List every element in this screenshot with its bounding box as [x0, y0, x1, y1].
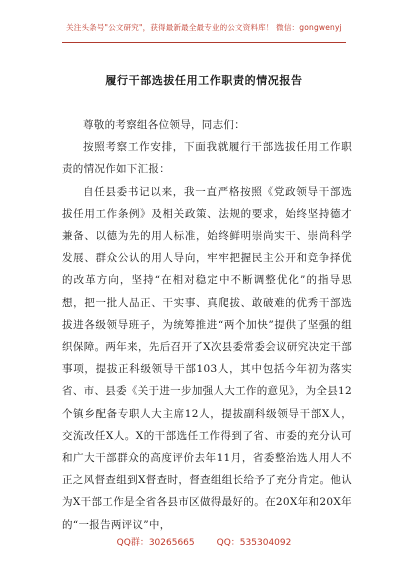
header-divider — [62, 42, 346, 43]
paragraph-main: 自任县委书记以来，我一直严格按照《党政领导干部选拔任用工作条例》及相关政策、法规的要求，始终坚持德才兼备、以德为先的用人标准，始终鲜明崇尚实干、崇尚科学发展、群众公认的用人导向，牢牢把握民主公开和竞争择优的改革方向，坚持“在相对稳定中不断调整优化”的指导思想，把一批人品正、干实事、真爬拔、敢破难的优秀干部选拔进各级领导班子，为统筹推进“两个加快”提供了坚强的组织保障。两年来，先后召开了X次县委常委会议研究决定干部事项，提拔正科级领导干部103人，其中包括今年初为落实省、市、县委《关于进一步加强人大工作的意见》，为全县12个镇乡配备专职人大主席12人，提拔副科级领导干部X人，交流改任X人。X的干部选任工作得到了省、市委的充分认可和广大干部群众的高度评价去年11月，省委整治选人用人不正之风督查组到X督查时，督查组组长给予了充分肯定。他认为X干部工作是全省各县市区做得最好的。在20X年和20X年的“一报告两评议”中， — [62, 185, 352, 531]
footer-qq: QQ：535304092 — [216, 538, 292, 548]
paragraph-intro: 按照考察工作安排，下面我就履行干部选拔任用工作职责的情况作如下汇报： — [62, 141, 352, 176]
document-body — [62, 114, 352, 536]
header-banner: 关注头条号"公文研究"，获得最新最全最专业的公文资料库！ 微信：gongwenyj — [66, 23, 342, 32]
salutation: 尊敬的考察组各位领导，同志们： — [83, 119, 245, 131]
footer-contact — [0, 535, 408, 548]
footer-qq-group: QQ群：30265665 — [116, 538, 195, 548]
document-title: 履行干部选拔任用工作职责的情况报告 — [105, 74, 303, 87]
